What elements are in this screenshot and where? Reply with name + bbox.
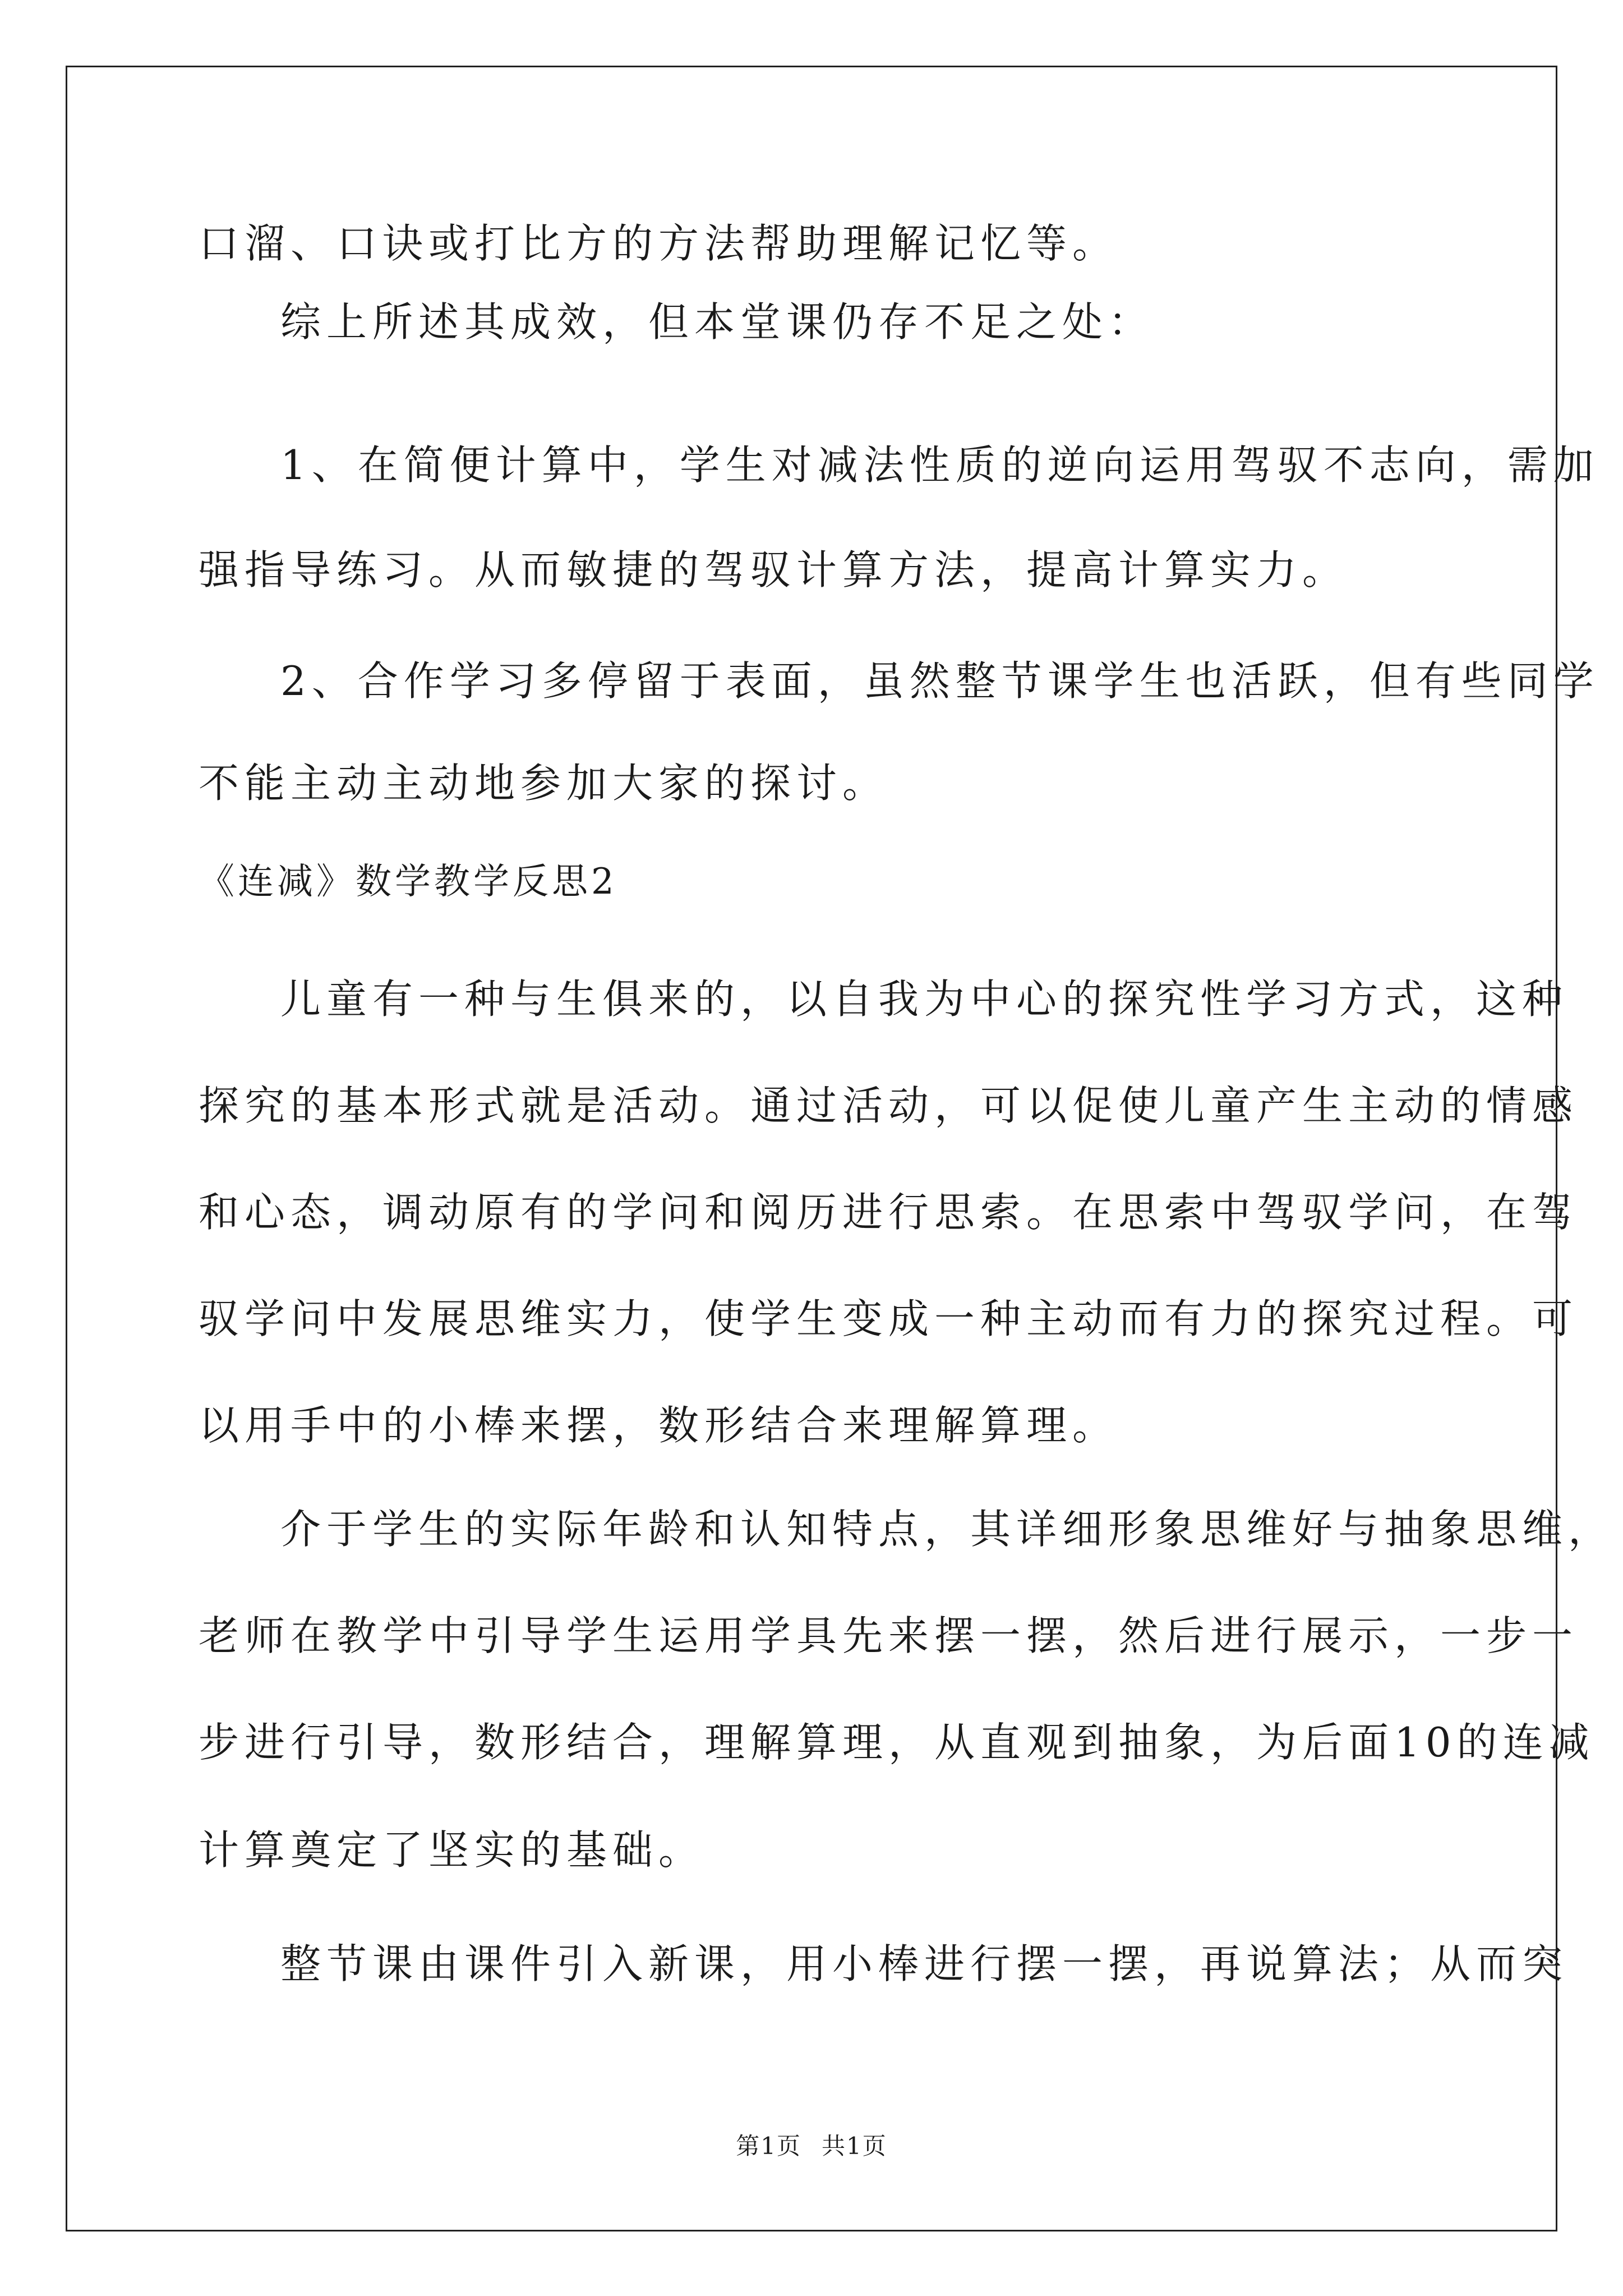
page-border <box>66 66 1557 2231</box>
text-line-14: 老师在教学中引导学生运用学具先来摆一摆，然后进行展示，一步一 <box>199 1612 1579 1659</box>
text-line-16: 计算奠定了坚实的基础。 <box>199 1826 705 1874</box>
page-footer <box>0 2134 1623 2158</box>
text-line-8: 儿童有一种与生俱来的，以自我为中心的探究性学习方式，这种 <box>280 976 1569 1023</box>
text-line-3: 1、在简便计算中，学生对减法性质的逆向运用驾驭不志向，需加 <box>280 441 1599 489</box>
page-number: 第1页 <box>736 2132 801 2160</box>
section-heading: 《连减》数学教学反思2 <box>199 861 617 903</box>
text-line-15: 步进行引导，数形结合，理解算理，从直观到抽象，为后面10的连减 <box>199 1719 1595 1766</box>
text-line-6: 不能主动主动地参加大家的探讨。 <box>199 760 889 807</box>
text-line-11: 驭学问中发展思维实力，使学生变成一种主动而有力的探究过程。可 <box>199 1295 1579 1342</box>
text-line-5: 2、合作学习多停留于表面，虽然整节课学生也活跃，但有些同学 <box>280 657 1599 705</box>
text-line-1: 口溜、口诀或打比方的方法帮助理解记忆等。 <box>199 220 1119 267</box>
text-line-10: 和心态，调动原有的学问和阅历进行思索。在思索中驾驭学问，在驾 <box>199 1189 1579 1236</box>
text-line-2: 综上所述其成效，但本堂课仍存不足之处： <box>280 298 1155 346</box>
page-total: 共1页 <box>822 2132 887 2160</box>
text-line-12: 以用手中的小棒来摆，数形结合来理解算理。 <box>199 1402 1119 1449</box>
text-line-4: 强指导练习。从而敏捷的驾驭计算方法，提高计算实力。 <box>199 546 1349 593</box>
text-line-9: 探究的基本形式就是活动。通过活动，可以促使儿童产生主动的情感 <box>199 1082 1579 1129</box>
text-line-17: 整节课由课件引入新课，用小棒进行摆一摆，再说算法；从而突 <box>280 1940 1569 1987</box>
text-line-13: 介于学生的实际年龄和认知特点，其详细形象思维好与抽象思维， <box>280 1506 1615 1553</box>
